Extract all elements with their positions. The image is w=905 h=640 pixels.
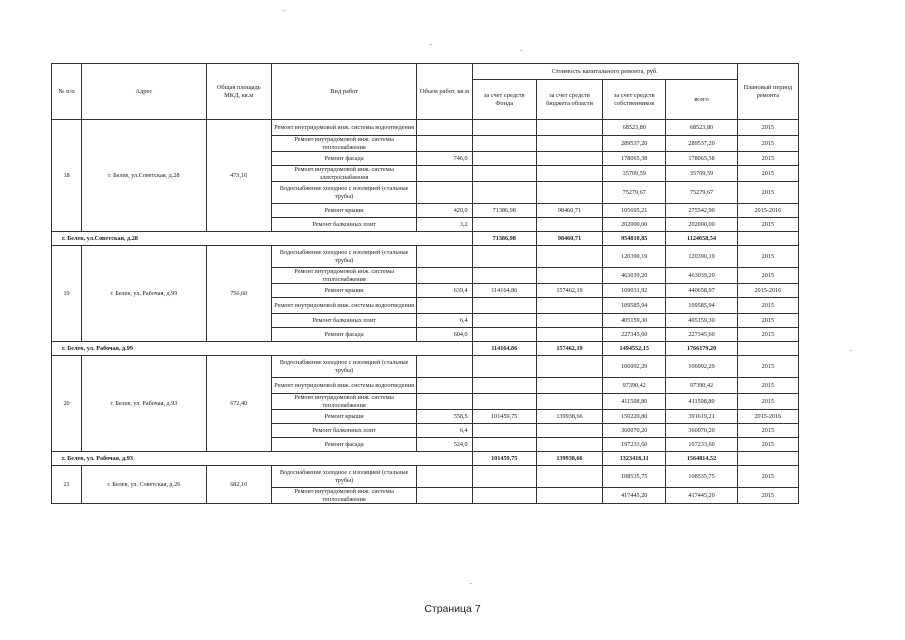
period-cell: 2015 xyxy=(737,314,798,328)
work-type-cell: Ремонт внутридомовой инж. системы теплоснабжения xyxy=(271,136,417,152)
period-cell: 2015 xyxy=(737,394,798,410)
total-fund-cell: 114164,86 xyxy=(472,342,536,356)
period-cell: 2015 xyxy=(737,424,798,438)
owners-cell: 360070,20 xyxy=(603,424,666,438)
volume-cell xyxy=(417,356,472,378)
area-cell: 682,10 xyxy=(206,466,271,504)
work-type-cell: Ремонт крыши xyxy=(271,284,417,298)
work-type-cell: Ремонт внутридомовой инж. системы теплоснабжения xyxy=(271,268,417,284)
work-type-cell: Ремонт внутридомовой инж. системы электроснабжения xyxy=(271,166,417,182)
fund-cell xyxy=(472,466,536,488)
owners-cell: 105695,21 xyxy=(603,204,666,218)
work-type-cell: Ремонт внутридомовой инж. системы водоотведения xyxy=(271,378,417,394)
volume-cell: 524,0 xyxy=(417,438,472,452)
page-number: Страница 7 xyxy=(424,603,481,615)
fund-cell: 101459,75 xyxy=(472,410,536,424)
table-body xyxy=(52,120,799,504)
owners-cell: 227345,60 xyxy=(603,328,666,342)
scan-speck xyxy=(470,583,472,584)
regional-cell xyxy=(536,314,602,328)
period-cell: 2015 xyxy=(737,268,798,284)
period-cell: 2015-2016 xyxy=(737,410,798,424)
area-cell: 672,40 xyxy=(206,356,271,452)
fund-cell xyxy=(472,378,536,394)
regional-cell xyxy=(536,356,602,378)
total-cell: 391619,21 xyxy=(666,410,737,424)
volume-cell: 558,5 xyxy=(417,410,472,424)
header-address: Адрес xyxy=(82,64,206,120)
owners-cell: 197233,60 xyxy=(603,438,666,452)
total-row xyxy=(52,452,799,466)
total-cell: 120390,19 xyxy=(666,246,737,268)
total-cell: 440658,97 xyxy=(666,284,737,298)
fund-cell xyxy=(472,314,536,328)
period-cell: 2015 xyxy=(737,218,798,232)
volume-cell xyxy=(417,268,472,284)
total-cell: 405159,30 xyxy=(666,314,737,328)
total-cell: 202000,00 xyxy=(666,218,737,232)
volume-cell xyxy=(417,136,472,152)
regional-cell xyxy=(536,218,602,232)
work-type-cell: Ремонт внутридомовой инж. системы теплоснабжения xyxy=(271,394,417,410)
period-cell: 2015 xyxy=(737,298,798,314)
row-number: 21 xyxy=(52,466,82,504)
address-cell: г. Белев, ул. Рабочая, д.99 xyxy=(82,246,206,342)
total-period-cell xyxy=(737,232,798,246)
total-cell: 68523,80 xyxy=(666,120,737,136)
owners-cell: 97390,42 xyxy=(603,378,666,394)
volume-cell xyxy=(417,182,472,204)
period-cell: 2015 xyxy=(737,438,798,452)
table-row xyxy=(52,356,799,378)
owners-cell: 417445,20 xyxy=(603,488,666,504)
volume-cell: 420,0 xyxy=(417,204,472,218)
volume-cell xyxy=(417,120,472,136)
work-type-cell: Ремонт балконных плит xyxy=(271,424,417,438)
total-cell: 106992,29 xyxy=(666,356,737,378)
owners-cell: 106992,29 xyxy=(603,356,666,378)
period-cell: 2015 xyxy=(737,488,798,504)
owners-cell: 463039,20 xyxy=(603,268,666,284)
scan-speck xyxy=(430,44,432,45)
row-number: 18 xyxy=(52,120,82,232)
owners-cell: 120390,19 xyxy=(603,246,666,268)
fund-cell xyxy=(472,356,536,378)
owners-cell: 405159,30 xyxy=(603,314,666,328)
total-cell: 227345,60 xyxy=(666,328,737,342)
work-type-cell: Ремонт фасада xyxy=(271,152,417,166)
period-cell: 2015 xyxy=(737,136,798,152)
scan-speck xyxy=(850,350,852,351)
work-type-cell: Ремонт внутридомовой инж. системы теплоснабжения xyxy=(271,488,417,504)
total-period-cell xyxy=(737,342,798,356)
owners-cell: 68523,80 xyxy=(603,120,666,136)
regional-cell xyxy=(536,136,602,152)
address-cell: г. Белев, ул. Рабочая, д.93 xyxy=(82,356,206,452)
work-type-cell: Ремонт балконных плит xyxy=(271,314,417,328)
total-cell: 178065,38 xyxy=(666,152,737,166)
volume-cell xyxy=(417,394,472,410)
total-cell: 35709,59 xyxy=(666,166,737,182)
table-row xyxy=(52,120,799,136)
fund-cell: 114164,86 xyxy=(472,284,536,298)
period-cell: 2015 xyxy=(737,356,798,378)
total-owners-cell: 1494552,15 xyxy=(603,342,666,356)
owners-cell: 109585,94 xyxy=(603,298,666,314)
header-num: № п/п xyxy=(52,64,82,120)
owners-cell: 289537,20 xyxy=(603,136,666,152)
regional-cell: 139938,66 xyxy=(536,410,602,424)
fund-cell xyxy=(472,424,536,438)
period-cell: 2015 xyxy=(737,246,798,268)
volume-cell xyxy=(417,246,472,268)
header-work-type: Вид работ xyxy=(271,64,417,120)
header-area: Общая площадь МКД, кв.м xyxy=(206,64,271,120)
fund-cell xyxy=(472,218,536,232)
total-fund-cell: 101459,75 xyxy=(472,452,536,466)
total-regional-cell: 157462,19 xyxy=(536,342,602,356)
header-volume: Объем работ, кв.м xyxy=(417,64,472,120)
repair-cost-table xyxy=(51,63,799,504)
volume-cell: 746,0 xyxy=(417,152,472,166)
fund-cell xyxy=(472,394,536,410)
header-fund: за счет средств Фонда xyxy=(472,80,536,120)
total-total-cell: 1766179,20 xyxy=(666,342,737,356)
owners-cell: 178065,38 xyxy=(603,152,666,166)
period-cell: 2015 xyxy=(737,182,798,204)
work-type-cell: Водоснабжение холодное с изоляцией (стальные трубы) xyxy=(271,182,417,204)
fund-cell xyxy=(472,152,536,166)
work-type-cell: Водоснабжение холодное с изоляцией (стальные трубы) xyxy=(271,246,417,268)
fund-cell xyxy=(472,166,536,182)
volume-cell: 6,4 xyxy=(417,314,472,328)
work-type-cell: Водоснабжение холодное с изоляцией (стальные трубы) xyxy=(271,466,417,488)
total-regional-cell: 98460,71 xyxy=(536,232,602,246)
table-header xyxy=(52,64,799,120)
volume-cell: 6,4 xyxy=(417,424,472,438)
regional-cell xyxy=(536,166,602,182)
total-cell: 411508,80 xyxy=(666,394,737,410)
work-type-cell: Ремонт крыши xyxy=(271,204,417,218)
total-label: г. Белев, ул. Рабочая, д.99 xyxy=(52,342,473,356)
total-total-cell: 1564814,52 xyxy=(666,452,737,466)
work-type-cell: Ремонт фасада xyxy=(271,328,417,342)
work-type-cell: Ремонт фасада xyxy=(271,438,417,452)
volume-cell: 3,2 xyxy=(417,218,472,232)
fund-cell xyxy=(472,182,536,204)
volume-cell xyxy=(417,488,472,504)
total-cell: 108535,75 xyxy=(666,466,737,488)
regional-cell xyxy=(536,328,602,342)
period-cell: 2015 xyxy=(737,328,798,342)
row-number: 20 xyxy=(52,356,82,452)
period-cell: 2015 xyxy=(737,466,798,488)
total-total-cell: 1124658,54 xyxy=(666,232,737,246)
address-cell: г. Белев, ул.Советская, д.28 xyxy=(82,120,206,232)
work-type-cell: Ремонт крыши xyxy=(271,410,417,424)
area-cell: 473,10 xyxy=(206,120,271,232)
regional-cell xyxy=(536,424,602,438)
regional-cell xyxy=(536,378,602,394)
regional-cell xyxy=(536,438,602,452)
volume-cell: 604,0 xyxy=(417,328,472,342)
total-fund-cell: 71386,98 xyxy=(472,232,536,246)
total-cell: 75279,67 xyxy=(666,182,737,204)
fund-cell xyxy=(472,328,536,342)
period-cell: 2015-2016 xyxy=(737,284,798,298)
period-cell: 2015 xyxy=(737,166,798,182)
work-type-cell: Ремонт внутридомовой инж. системы водоотведения xyxy=(271,120,417,136)
volume-cell xyxy=(417,166,472,182)
regional-cell xyxy=(536,466,602,488)
header-cost-group: Стоимость капитального ремонта, руб. xyxy=(472,64,737,80)
total-regional-cell: 139938,66 xyxy=(536,452,602,466)
regional-cell xyxy=(536,298,602,314)
work-type-cell: Ремонт внутридомовой инж. системы водоотведения xyxy=(271,298,417,314)
total-cell: 417445,20 xyxy=(666,488,737,504)
total-owners-cell: 954810,85 xyxy=(603,232,666,246)
period-cell: 2015 xyxy=(737,120,798,136)
regional-cell xyxy=(536,120,602,136)
fund-cell xyxy=(472,120,536,136)
owners-cell: 411508,80 xyxy=(603,394,666,410)
total-label: г. Белев, ул.Советская, д.28 xyxy=(52,232,473,246)
volume-cell xyxy=(417,466,472,488)
total-label: г. Белев, ул. Рабочая, д.93 xyxy=(52,452,473,466)
owners-cell: 169031,92 xyxy=(603,284,666,298)
owners-cell: 75279,67 xyxy=(603,182,666,204)
regional-cell xyxy=(536,488,602,504)
total-cell: 289537,20 xyxy=(666,136,737,152)
regional-cell: 98460,71 xyxy=(536,204,602,218)
header-total: всего xyxy=(666,80,737,120)
address-cell: г. Белев, ул. Советская, д.26 xyxy=(82,466,206,504)
header-owners: за счет средств собственников xyxy=(603,80,666,120)
table-row xyxy=(52,466,799,488)
regional-cell xyxy=(536,394,602,410)
fund-cell: 71386,98 xyxy=(472,204,536,218)
row-number: 19 xyxy=(52,246,82,342)
period-cell: 2015-2016 xyxy=(737,204,798,218)
period-cell: 2015 xyxy=(737,152,798,166)
fund-cell xyxy=(472,438,536,452)
scan-speck xyxy=(283,10,285,11)
scan-speck xyxy=(520,50,522,51)
volume-cell: 639,4 xyxy=(417,284,472,298)
owners-cell: 35709,59 xyxy=(603,166,666,182)
total-cell: 109585,94 xyxy=(666,298,737,314)
period-cell: 2015 xyxy=(737,378,798,394)
owners-cell: 150220,80 xyxy=(603,410,666,424)
header-regional: за счет средств бюджета области xyxy=(536,80,602,120)
total-period-cell xyxy=(737,452,798,466)
fund-cell xyxy=(472,298,536,314)
regional-cell: 157462,19 xyxy=(536,284,602,298)
total-cell: 463039,20 xyxy=(666,268,737,284)
fund-cell xyxy=(472,246,536,268)
fund-cell xyxy=(472,268,536,284)
owners-cell: 202000,00 xyxy=(603,218,666,232)
total-cell: 360070,20 xyxy=(666,424,737,438)
total-cell: 97390,42 xyxy=(666,378,737,394)
total-row xyxy=(52,342,799,356)
regional-cell xyxy=(536,182,602,204)
volume-cell xyxy=(417,378,472,394)
area-cell: 756,60 xyxy=(206,246,271,342)
work-type-cell: Ремонт балконных плит xyxy=(271,218,417,232)
fund-cell xyxy=(472,136,536,152)
total-row xyxy=(52,232,799,246)
fund-cell xyxy=(472,488,536,504)
volume-cell xyxy=(417,298,472,314)
total-cell: 275542,90 xyxy=(666,204,737,218)
regional-cell xyxy=(536,268,602,284)
owners-cell: 108535,75 xyxy=(603,466,666,488)
table-row xyxy=(52,246,799,268)
total-owners-cell: 1323416,11 xyxy=(603,452,666,466)
regional-cell xyxy=(536,152,602,166)
total-cell: 197233,60 xyxy=(666,438,737,452)
header-period: Плановый период ремонта xyxy=(737,64,798,120)
work-type-cell: Водоснабжение холодное с изоляцией (стальные трубы) xyxy=(271,356,417,378)
regional-cell xyxy=(536,246,602,268)
